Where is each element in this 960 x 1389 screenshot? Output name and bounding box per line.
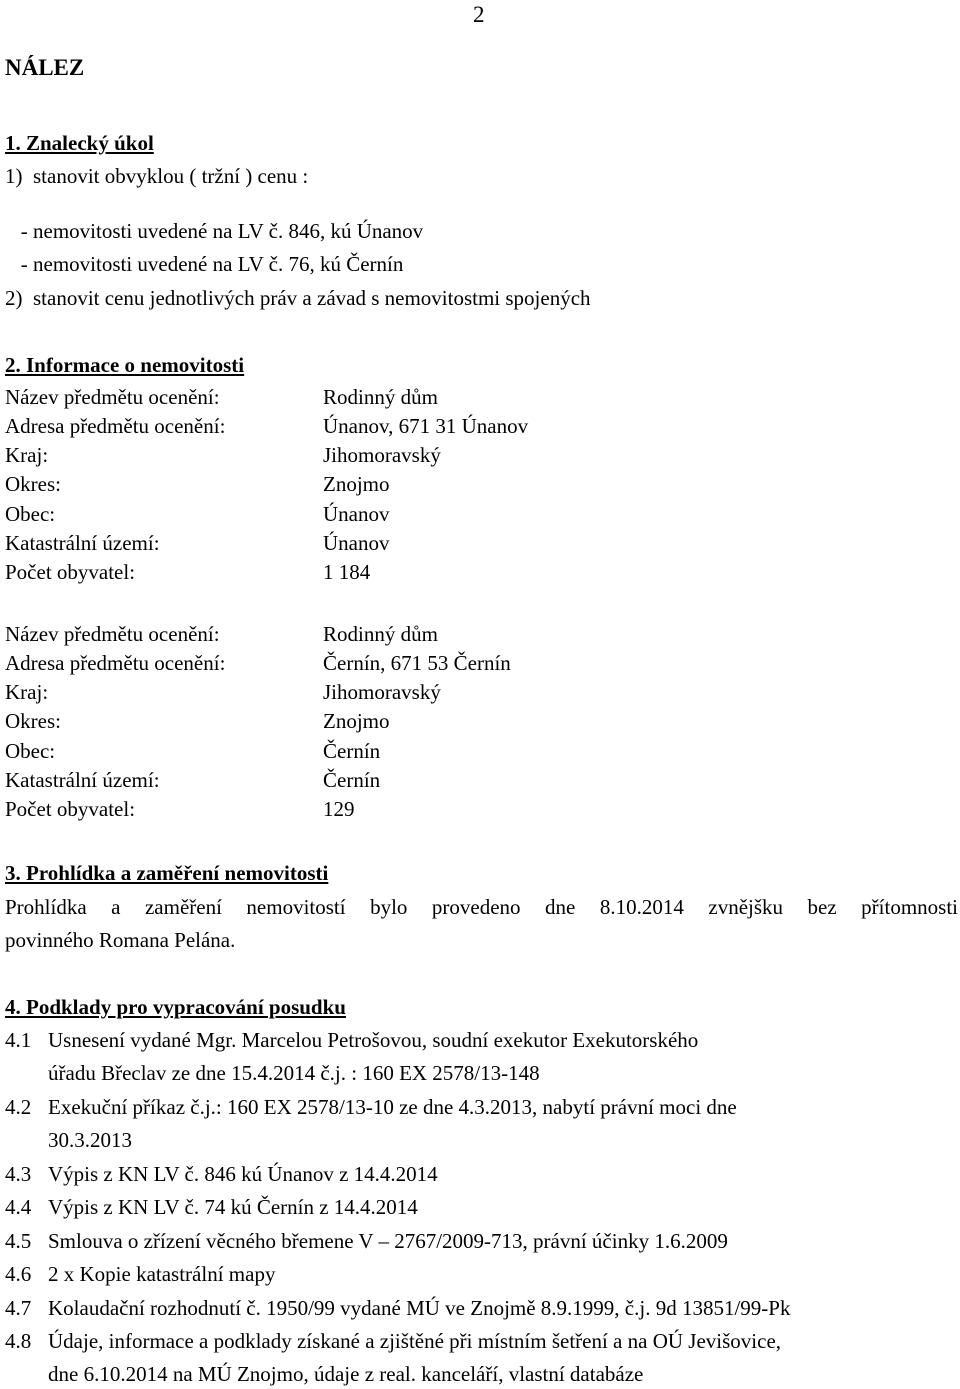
- task-line: - nemovitosti uvedené na LV č. 76, kú Černín: [5, 252, 404, 276]
- page-number: 2: [473, 2, 485, 27]
- source-text: dne 6.10.2014 na MÚ Znojmo, údaje z real. kanceláří, vlastní databáze: [48, 1362, 644, 1386]
- property-value: Jihomoravský: [323, 443, 441, 467]
- task-line: - nemovitosti uvedené na LV č. 846, kú Únanov: [5, 219, 424, 243]
- source-text: úřadu Břeclav ze dne 15.4.2014 č.j. : 160 EX 2578/13-148: [48, 1061, 540, 1085]
- property-label: Název předmětu ocenění:: [5, 385, 220, 409]
- source-number: 4.6: [5, 1262, 32, 1286]
- task-line: 2) stanovit cenu jednotlivých práv a závad s nemovitostmi spojených: [5, 286, 591, 310]
- section-3-heading: 3. Prohlídka a zaměření nemovitosti: [5, 861, 329, 885]
- property-value: 1 184: [323, 560, 371, 584]
- source-text: 2 x Kopie katastrální mapy: [48, 1262, 276, 1286]
- property-value: Jihomoravský: [323, 680, 441, 704]
- source-text: Kolaudační rozhodnutí č. 1950/99 vydané MÚ ve Znojmě 8.9.1999, č.j. 9d 13851/99-Pk: [48, 1296, 791, 1320]
- property-label: Název předmětu ocenění:: [5, 622, 220, 646]
- property-label: Katastrální území:: [5, 768, 160, 792]
- property-label: Okres:: [5, 472, 61, 496]
- source-number: 4.7: [5, 1296, 32, 1320]
- section-4-heading: 4. Podklady pro vypracování posudku: [5, 995, 346, 1019]
- property-value: Rodinný dům: [323, 385, 438, 409]
- source-number: 4.1: [5, 1028, 32, 1052]
- source-text: Exekuční příkaz č.j.: 160 EX 2578/13-10 ze dne 4.3.2013, nabytí právní moci dne: [48, 1095, 737, 1119]
- source-number: 4.8: [5, 1329, 32, 1353]
- section-2-heading: 2. Informace o nemovitosti: [5, 353, 245, 377]
- property-label: Počet obyvatel:: [5, 560, 136, 584]
- section-1-heading: 1. Znalecký úkol: [5, 131, 154, 155]
- property-label: Obec:: [5, 739, 56, 763]
- document-title: NÁLEZ: [5, 55, 85, 80]
- property-label: Počet obyvatel:: [5, 797, 136, 821]
- property-value: Černín: [323, 739, 381, 763]
- source-text: Výpis z KN LV č. 846 kú Únanov z 14.4.2014: [48, 1162, 438, 1186]
- source-text: Výpis z KN LV č. 74 kú Černín z 14.4.2014: [48, 1195, 418, 1219]
- property-label: Okres:: [5, 709, 61, 733]
- property-label: Obec:: [5, 502, 56, 526]
- property-value: Černín: [323, 768, 381, 792]
- property-label: Katastrální území:: [5, 531, 160, 555]
- property-value: Únanov: [323, 531, 390, 555]
- inspection-text: povinného Romana Pelána.: [5, 928, 236, 952]
- source-number: 4.5: [5, 1229, 32, 1253]
- property-value: Černín, 671 53 Černín: [323, 651, 511, 675]
- property-value: Únanov, 671 31 Únanov: [323, 414, 529, 438]
- task-line: 1) stanovit obvyklou ( tržní ) cenu :: [5, 164, 309, 188]
- property-label: Kraj:: [5, 680, 49, 704]
- property-label: Adresa předmětu ocenění:: [5, 414, 226, 438]
- property-value: Rodinný dům: [323, 622, 438, 646]
- property-label: Adresa předmětu ocenění:: [5, 651, 226, 675]
- source-text: Usnesení vydané Mgr. Marcelou Petrošovou, soudní exekutor Exekutorského: [48, 1028, 699, 1052]
- property-value: Znojmo: [323, 709, 390, 733]
- property-value: 129: [323, 797, 355, 821]
- property-value: Znojmo: [323, 472, 390, 496]
- source-number: 4.3: [5, 1162, 32, 1186]
- inspection-text: Prohlídka a zaměření nemovitostí bylo provedeno dne 8.10.2014 zvnějšku bez přítomnosti: [5, 895, 958, 919]
- property-value: Únanov: [323, 502, 390, 526]
- property-label: Kraj:: [5, 443, 49, 467]
- source-number: 4.4: [5, 1195, 32, 1219]
- source-text: Údaje, informace a podklady získané a zjištěné při místním šetření a na OÚ Jevišovice,: [48, 1329, 782, 1353]
- source-number: 4.2: [5, 1095, 32, 1119]
- source-text: 30.3.2013: [48, 1128, 132, 1152]
- source-text: Smlouva o zřízení věcného břemene V – 2767/2009-713, právní účinky 1.6.2009: [48, 1229, 728, 1253]
